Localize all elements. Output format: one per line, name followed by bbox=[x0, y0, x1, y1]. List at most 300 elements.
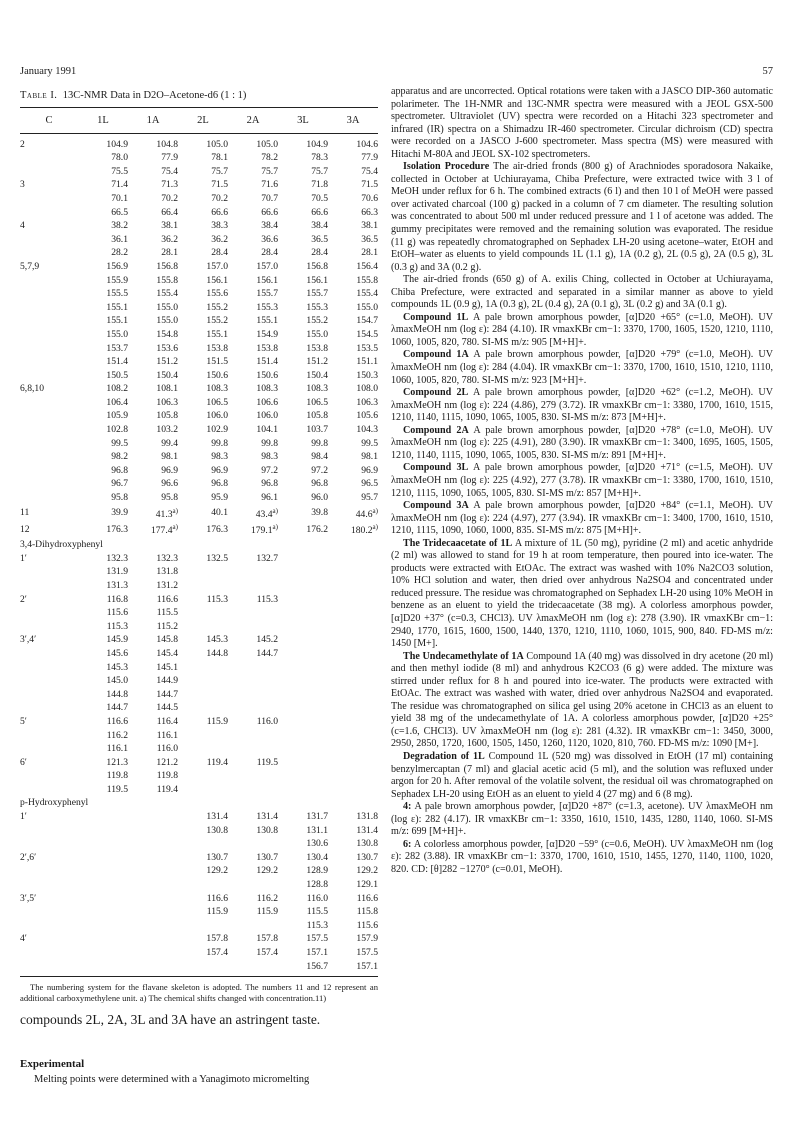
shift-cell: 108.3 bbox=[306, 383, 328, 395]
shift-cell bbox=[278, 606, 328, 620]
shift-cell: 95.8 bbox=[111, 492, 128, 504]
carbon-position: 6,8,10 bbox=[20, 383, 44, 395]
shift-cell bbox=[228, 606, 278, 620]
shift-cell bbox=[328, 742, 378, 756]
shift-cell bbox=[178, 783, 228, 797]
shift-cell: 116.0 bbox=[256, 715, 278, 727]
compound-2L-text: A pale brown amorphous powder, [α]D20 +62° (c=1.2, MeOH). UV λmaxMeOH nm (log ε): 224 (4.86), 279 (3.72). IR νmaxKBr cm−1: 3380, 1700, 1610, 1515, 1210, 1140, 1115, 1090, 1065, 1005, 830. SI-MS m/z: 873 [M+H]+. bbox=[391, 387, 773, 424]
compound-3A-heading: Compound 3A bbox=[403, 500, 469, 512]
table-row bbox=[20, 206, 378, 220]
shift-cell: 116.2 bbox=[106, 729, 128, 741]
shift-cell bbox=[128, 946, 178, 960]
shift-cell: 39.8 bbox=[311, 507, 328, 519]
shift-cell bbox=[328, 756, 378, 770]
compound-2A-text: A pale brown amorphous powder, [α]D20 +78° (c=1.0, MeOH). UV λmaxMeOH nm (log ε): 225 (4.91), 280 (3.90). IR νmaxKBr cm−1: 3400, 1695, 1605, 1505, 1210, 1140, 1115, 1090, 1065, 1005, 830. SI-MS m/z: 891 [M+H]+. bbox=[391, 424, 773, 461]
table-row bbox=[20, 552, 378, 566]
shift-cell: 96.8 bbox=[111, 464, 128, 476]
table-section-row bbox=[20, 538, 378, 552]
carbon-position bbox=[20, 960, 78, 977]
shift-cell: 115.6 bbox=[356, 919, 378, 931]
shift-cell: 145.3 bbox=[106, 661, 128, 673]
shift-cell: 36.5 bbox=[311, 233, 328, 245]
shift-cell: 71.6 bbox=[261, 179, 278, 191]
shift-cell: 97.2 bbox=[311, 464, 328, 476]
shift-cell: 155.4 bbox=[156, 288, 178, 300]
shift-cell: 129.2 bbox=[256, 865, 278, 877]
shift-cell: 156.8 bbox=[306, 260, 328, 272]
shift-cell bbox=[328, 565, 378, 579]
shift-cell: 106.4 bbox=[106, 396, 128, 408]
shift-cell: 66.6 bbox=[261, 206, 278, 218]
carbon-position: 2 bbox=[20, 138, 25, 150]
table-row bbox=[20, 409, 378, 423]
table-row bbox=[20, 342, 378, 356]
shift-cell bbox=[278, 688, 328, 702]
shift-cell bbox=[178, 878, 228, 892]
shift-cell: 153.8 bbox=[206, 342, 228, 354]
table-header-row bbox=[20, 108, 378, 134]
shift-cell: 66.5 bbox=[111, 206, 128, 218]
shift-cell bbox=[328, 593, 378, 607]
shift-cell: 144.8 bbox=[206, 647, 228, 659]
table-row bbox=[20, 769, 378, 783]
shift-cell bbox=[278, 620, 328, 634]
shift-cell bbox=[278, 579, 328, 593]
carbon-position bbox=[20, 423, 78, 437]
shift-cell: 155.8 bbox=[156, 274, 178, 286]
shift-cell: 28.4 bbox=[311, 247, 328, 259]
shift-cell: 98.3 bbox=[211, 451, 228, 463]
shift-cell: 77.9 bbox=[361, 152, 378, 164]
shift-cell: 145.3 bbox=[206, 634, 228, 646]
shift-cell: 156.9 bbox=[106, 260, 128, 272]
shift-cell: 131.8 bbox=[156, 566, 178, 578]
shift-cell: 71.4 bbox=[111, 179, 128, 191]
shift-cell: 157.4 bbox=[206, 947, 228, 958]
shift-cell: 115.3 bbox=[306, 919, 328, 931]
compound-4-paragraph bbox=[391, 801, 773, 839]
shift-cell: 150.5 bbox=[106, 369, 128, 381]
shift-cell: 144.7 bbox=[106, 702, 128, 714]
shift-cell bbox=[178, 688, 228, 702]
shift-cell: 151.2 bbox=[306, 356, 328, 368]
shift-cell bbox=[328, 552, 378, 566]
shift-cell: 105.8 bbox=[156, 410, 178, 422]
table-row bbox=[20, 701, 378, 715]
shift-cell: 98.1 bbox=[361, 451, 378, 463]
compound-6-paragraph bbox=[391, 839, 773, 877]
shift-cell bbox=[278, 633, 328, 647]
shift-cell bbox=[78, 824, 128, 838]
table-label: Table I. bbox=[20, 90, 58, 101]
shift-cell: 176.3 bbox=[106, 524, 128, 535]
shift-cell: 155.9 bbox=[106, 274, 128, 286]
shift-cell: 66.3 bbox=[361, 206, 378, 218]
shift-cell bbox=[178, 919, 228, 933]
undecamethylate-paragraph bbox=[391, 651, 773, 751]
shift-cell: 130.8 bbox=[356, 838, 378, 850]
table-row bbox=[20, 219, 378, 233]
compound-1L-text: A pale brown amorphous powder, [α]D20 +65° (c=1.0, MeOH). UV λmaxMeOH nm (log ε): 284 (4.10). IR νmaxKBr cm−1: 3370, 1700, 1605, 1520, 1210, 1110, 1060, 1005, 820, 780. SI-MS m/z: 905 [M+H]+. bbox=[391, 311, 773, 348]
carbon-position: 5′ bbox=[20, 715, 27, 727]
table-row bbox=[20, 647, 378, 661]
shift-cell bbox=[278, 701, 328, 715]
shift-cell bbox=[278, 593, 328, 607]
carbon-position: 1′ bbox=[20, 811, 27, 823]
shift-cell: 155.2 bbox=[306, 315, 328, 327]
table-row bbox=[20, 396, 378, 410]
shift-cell: 103.7 bbox=[306, 424, 328, 436]
shift-cell bbox=[78, 946, 128, 960]
shift-cell: 75.5 bbox=[111, 165, 128, 177]
shift-cell: 157.9 bbox=[356, 933, 378, 945]
shift-cell: 116.6 bbox=[106, 715, 128, 727]
shift-cell: 119.4 bbox=[156, 783, 178, 795]
shift-cell: 145.1 bbox=[156, 661, 178, 673]
table-row bbox=[20, 593, 378, 607]
isolation-text: The air-dried fronds (800 g) of Arachniodes sporadosora Nakaike, collected in October at Uchiurayama, Chiba Prefecture, were extracted twice with 3 l of MeOH under reflux for 6 h. The combined extracts (6 l) and then 10 l of MeOH were passed over activated charcoal (100 g) packed in a column of 7 cm diameter. The resulting solution was concentrated to about 500 ml under reduced pressure and 1 l of acetone was added. The gummy precipitates were removed and the remaining solution was evaporated. The residue (11 g) was repeatedly chromatographed on Sephadex LH-20 using acetone–water, EtOH and EtOH–water as eluents to yield compounds 1L (1.1 g), 1A (0.2 g), 2L (0.5 g), 2A (0.5 g), 3L (0.3 g) and 3A (0.2 g). bbox=[391, 161, 773, 273]
shift-cell: 144.7 bbox=[256, 647, 278, 659]
shift-cell: 145.8 bbox=[156, 634, 178, 646]
shift-cell bbox=[78, 810, 128, 824]
shift-cell: 157.5 bbox=[356, 947, 378, 958]
shift-cell bbox=[128, 864, 178, 878]
shift-cell: 115.3 bbox=[256, 593, 278, 605]
shift-cell: 157.8 bbox=[206, 933, 228, 945]
table-row bbox=[20, 491, 378, 505]
table-row bbox=[20, 314, 378, 328]
compound-4-heading: 4: bbox=[403, 801, 412, 813]
shift-cell bbox=[78, 837, 128, 851]
shift-cell: 116.6 bbox=[156, 593, 178, 605]
carbon-position bbox=[20, 409, 78, 423]
shift-cell: 96.0 bbox=[311, 492, 328, 504]
shift-cell: 28.4 bbox=[261, 247, 278, 259]
shift-cell: 38.1 bbox=[161, 220, 178, 232]
shift-cell: 155.6 bbox=[206, 288, 228, 300]
shift-cell: 108.1 bbox=[156, 383, 178, 395]
undecamethylate-heading: The Undecamethylate of 1A bbox=[403, 650, 524, 662]
shift-cell: 106.5 bbox=[206, 396, 228, 408]
table-row bbox=[20, 382, 378, 396]
degradation-heading: Degradation of 1L bbox=[403, 750, 485, 762]
shift-cell: 157.8 bbox=[256, 933, 278, 945]
shift-cell: 153.5 bbox=[356, 342, 378, 354]
shift-cell: 70.1 bbox=[111, 192, 128, 204]
isolation-paragraph bbox=[391, 161, 773, 274]
tridecaacetate-paragraph bbox=[391, 538, 773, 651]
shift-cell: 70.7 bbox=[261, 192, 278, 204]
compound-3L-heading: Compound 3L bbox=[403, 462, 469, 474]
shift-cell: 128.9 bbox=[306, 865, 328, 877]
shift-cell: 180.2$^{a)}$ bbox=[350, 523, 378, 537]
degradation-paragraph bbox=[391, 751, 773, 801]
table-footnote: The numbering system for the flavane skeleton is adopted. The numbers 11 and 12 represent an additional carboxymethylene unit. a) The chemical shifts changed with concentration.11) bbox=[20, 982, 378, 1004]
shift-cell: 130.6 bbox=[306, 838, 328, 850]
shift-cell: 156.1 bbox=[206, 274, 228, 286]
compound-6-text: A colorless amorphous powder, [α]D20 −59° (c=0.6, MeOH). UV λmaxMeOH nm (log ε): 282 (3.88). IR νmaxKBr cm−1: 3370, 1700, 1610, 1510, 1455, 1270, 1140, 1100, 1020, 820. CD: [θ]282 −1270° (c=0.01, MeOH). bbox=[391, 838, 773, 875]
carbon-position bbox=[20, 192, 78, 206]
shift-cell: 155.4 bbox=[356, 288, 378, 300]
shift-cell: 44.6$^{a)}$ bbox=[355, 506, 378, 520]
shift-cell: 115.9 bbox=[256, 906, 278, 918]
shift-cell: 96.9 bbox=[211, 464, 228, 476]
table-row bbox=[20, 260, 378, 274]
carbon-position: 2′,6′ bbox=[20, 851, 37, 863]
shift-cell: 106.5 bbox=[306, 396, 328, 408]
shift-cell bbox=[278, 742, 328, 756]
column-header: 2L bbox=[178, 108, 228, 134]
carbon-position bbox=[20, 342, 78, 356]
table-row bbox=[20, 287, 378, 301]
carbon-position bbox=[20, 396, 78, 410]
nmr-data-table bbox=[20, 107, 378, 977]
compound-2L-paragraph bbox=[391, 387, 773, 425]
experimental-heading: Experimental bbox=[20, 1058, 85, 1070]
table-row bbox=[20, 355, 378, 369]
shift-cell: 131.4 bbox=[356, 824, 378, 836]
page-number: 57 bbox=[762, 66, 773, 77]
shift-cell bbox=[228, 674, 278, 688]
shift-cell bbox=[178, 674, 228, 688]
shift-cell: 66.4 bbox=[161, 206, 178, 218]
shift-cell: 115.5 bbox=[156, 607, 178, 619]
shift-cell: 155.2 bbox=[206, 315, 228, 327]
shift-cell: 119.5 bbox=[106, 783, 128, 795]
shift-cell: 108.3 bbox=[206, 383, 228, 395]
shift-cell bbox=[328, 715, 378, 729]
shift-cell bbox=[328, 647, 378, 661]
shift-cell: 102.8 bbox=[106, 424, 128, 436]
shift-cell: 75.4 bbox=[161, 165, 178, 177]
carbon-position bbox=[20, 450, 78, 464]
shift-cell: 153.6 bbox=[156, 342, 178, 354]
shift-cell bbox=[328, 674, 378, 688]
shift-cell bbox=[278, 715, 328, 729]
shift-cell: 131.8 bbox=[356, 811, 378, 823]
shift-cell: 130.7 bbox=[256, 851, 278, 863]
shift-cell: 131.4 bbox=[206, 811, 228, 823]
shift-cell bbox=[278, 661, 328, 675]
carbon-position bbox=[20, 674, 78, 688]
table-row bbox=[20, 688, 378, 702]
shift-cell: 130.8 bbox=[256, 824, 278, 836]
shift-cell: 151.1 bbox=[356, 356, 378, 368]
table-row bbox=[20, 960, 378, 977]
carbon-position bbox=[20, 355, 78, 369]
shift-cell: 96.5 bbox=[361, 478, 378, 490]
shift-cell: 105.8 bbox=[306, 410, 328, 422]
shift-cell: 70.6 bbox=[361, 192, 378, 204]
shift-cell: 38.2 bbox=[111, 220, 128, 232]
shift-cell bbox=[228, 565, 278, 579]
shift-cell: 96.1 bbox=[261, 492, 278, 504]
shift-cell: 98.3 bbox=[261, 451, 278, 463]
shift-cell bbox=[328, 579, 378, 593]
tridecaacetate-heading: The Tridecaacetate of 1L bbox=[403, 537, 513, 549]
shift-cell: 145.4 bbox=[156, 647, 178, 659]
table-row bbox=[20, 661, 378, 675]
right-column-text bbox=[391, 86, 773, 876]
shift-cell: 104.8 bbox=[156, 138, 178, 150]
column-header: 3A bbox=[328, 108, 378, 134]
shift-cell: 157.1 bbox=[306, 947, 328, 958]
shift-cell: 99.4 bbox=[161, 437, 178, 449]
shift-cell: 155.2 bbox=[206, 301, 228, 313]
compound-1A-paragraph bbox=[391, 349, 773, 387]
shift-cell: 75.4 bbox=[361, 165, 378, 177]
shift-cell: 115.8 bbox=[356, 906, 378, 918]
shift-cell bbox=[128, 892, 178, 906]
carbon-position bbox=[20, 742, 78, 756]
shift-cell: 115.3 bbox=[206, 593, 228, 605]
shift-cell: 96.8 bbox=[261, 478, 278, 490]
carbon-position bbox=[20, 314, 78, 328]
carbon-position: 3′,5′ bbox=[20, 892, 37, 904]
table-row bbox=[20, 565, 378, 579]
shift-cell bbox=[278, 647, 328, 661]
shift-cell: 129.2 bbox=[356, 865, 378, 877]
shift-cell bbox=[278, 552, 328, 566]
table-row bbox=[20, 606, 378, 620]
shift-cell: 145.9 bbox=[106, 634, 128, 646]
column-header: 2A bbox=[228, 108, 278, 134]
carbon-position bbox=[20, 946, 78, 960]
shift-cell bbox=[328, 783, 378, 797]
carbon-position: 11 bbox=[20, 507, 30, 519]
shift-cell: 96.8 bbox=[311, 478, 328, 490]
shift-cell: 115.9 bbox=[206, 906, 228, 918]
compound-4-text: A pale brown amorphous powder, [α]D20 +87° (c=1.3, acetone). UV λmaxMeOH nm (log ε): 282 (4.17). IR νmaxKBr cm−1: 3350, 1610, 1510, 1435, 1280, 1140, 1060. SI-MS m/z: 699 [M+H]+. bbox=[391, 801, 773, 838]
shift-cell: 131.9 bbox=[106, 566, 128, 578]
section-label: p-Hydroxyphenyl bbox=[20, 797, 89, 809]
shift-cell: 71.5 bbox=[361, 179, 378, 191]
table-row bbox=[20, 742, 378, 756]
table-row bbox=[20, 905, 378, 919]
shift-cell bbox=[128, 960, 178, 977]
compound-2A-paragraph bbox=[391, 425, 773, 463]
shift-cell bbox=[328, 769, 378, 783]
carbon-position bbox=[20, 206, 78, 220]
table-row bbox=[20, 579, 378, 593]
table-row bbox=[20, 783, 378, 797]
shift-cell: 98.4 bbox=[311, 451, 328, 463]
shift-cell: 155.3 bbox=[306, 301, 328, 313]
carbon-position bbox=[20, 477, 78, 491]
shift-cell bbox=[78, 851, 128, 865]
degradation-text: Compound 1L (520 mg) was dissolved in EtOH (17 ml) containing benzylmercaptan (7 ml) and glacial acetic acid (5 ml), and the solution was refluxed under argon for 20 h. After removal of the volatile solvent, the residual oil was chromatographed on Sephadex LH-20 using EtOH as an eluent to yield 4 (27 mg) and 6 (8 mg). bbox=[391, 750, 773, 800]
shift-cell: 106.3 bbox=[356, 396, 378, 408]
shift-cell bbox=[178, 661, 228, 675]
compound-3L-paragraph bbox=[391, 462, 773, 500]
shift-cell: 66.6 bbox=[211, 206, 228, 218]
shift-cell: 106.0 bbox=[206, 410, 228, 422]
shift-cell: 70.2 bbox=[161, 192, 178, 204]
shift-cell: 155.1 bbox=[106, 315, 128, 327]
shift-cell bbox=[128, 824, 178, 838]
shift-cell: 115.6 bbox=[106, 607, 128, 619]
carbon-position: 12 bbox=[20, 524, 30, 535]
table-row bbox=[20, 633, 378, 647]
shift-cell bbox=[178, 769, 228, 783]
table-row bbox=[20, 133, 378, 151]
table-row bbox=[20, 729, 378, 743]
shift-cell: 115.3 bbox=[106, 620, 128, 632]
table-row bbox=[20, 824, 378, 838]
shift-cell: 131.2 bbox=[156, 579, 178, 591]
shift-cell: 71.3 bbox=[161, 179, 178, 191]
shift-cell: 130.8 bbox=[206, 824, 228, 836]
shift-cell bbox=[178, 742, 228, 756]
shift-cell bbox=[228, 620, 278, 634]
shift-cell bbox=[128, 905, 178, 919]
shift-cell bbox=[228, 769, 278, 783]
shift-cell: 38.3 bbox=[211, 220, 228, 232]
carbon-position bbox=[20, 287, 78, 301]
shift-cell: 98.1 bbox=[161, 451, 178, 463]
table-title: 13C-NMR Data in D2O–Acetone-d6 (1 : 1) bbox=[62, 90, 247, 101]
shift-cell bbox=[128, 837, 178, 851]
table-row bbox=[20, 620, 378, 634]
carbon-position bbox=[20, 274, 78, 288]
shift-cell bbox=[328, 620, 378, 634]
shift-cell: 156.4 bbox=[356, 260, 378, 272]
shift-cell bbox=[78, 960, 128, 977]
shift-cell: 75.7 bbox=[261, 165, 278, 177]
shift-cell: 78.3 bbox=[311, 152, 328, 164]
shift-cell: 106.3 bbox=[156, 396, 178, 408]
table-row bbox=[20, 165, 378, 179]
table-row bbox=[20, 437, 378, 451]
shift-cell: 103.2 bbox=[156, 424, 178, 436]
shift-cell: 150.4 bbox=[156, 369, 178, 381]
shift-cell: 105.0 bbox=[256, 138, 278, 150]
shift-cell bbox=[228, 878, 278, 892]
shift-cell bbox=[278, 769, 328, 783]
shift-cell bbox=[278, 783, 328, 797]
shift-cell: 75.7 bbox=[211, 165, 228, 177]
shift-cell: 155.7 bbox=[256, 288, 278, 300]
shift-cell bbox=[78, 878, 128, 892]
shift-cell: 157.4 bbox=[256, 947, 278, 958]
shift-cell: 116.2 bbox=[256, 892, 278, 904]
shift-cell: 28.1 bbox=[361, 247, 378, 259]
table-row bbox=[20, 477, 378, 491]
shift-cell: 155.1 bbox=[106, 301, 128, 313]
carbon-position bbox=[20, 151, 78, 165]
shift-cell: 132.3 bbox=[156, 552, 178, 564]
carbon-position: 1′ bbox=[20, 552, 27, 564]
table-row bbox=[20, 301, 378, 315]
table-row bbox=[20, 810, 378, 824]
column-header: C bbox=[20, 108, 78, 134]
compound-2L-heading: Compound 2L bbox=[403, 387, 469, 399]
shift-cell: 119.5 bbox=[256, 756, 278, 768]
shift-cell: 177.4$^{a)}$ bbox=[150, 523, 178, 537]
shift-cell: 132.5 bbox=[206, 552, 228, 564]
carbon-position bbox=[20, 878, 78, 892]
shift-cell bbox=[228, 783, 278, 797]
carbon-position bbox=[20, 233, 78, 247]
shift-cell: 155.1 bbox=[256, 315, 278, 327]
shift-cell: 155.0 bbox=[356, 301, 378, 313]
shift-cell: 121.3 bbox=[106, 756, 128, 768]
shift-cell bbox=[228, 729, 278, 743]
shift-cell: 116.4 bbox=[156, 715, 178, 727]
table-row bbox=[20, 851, 378, 865]
carbon-position bbox=[20, 579, 78, 593]
shift-cell: 153.8 bbox=[306, 342, 328, 354]
